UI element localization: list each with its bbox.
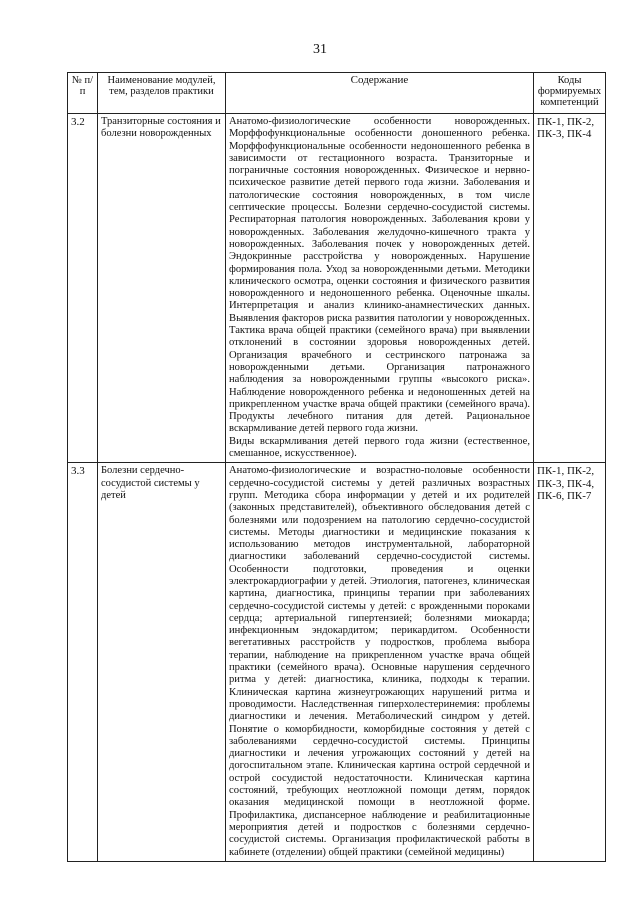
table-row: [68, 463, 606, 862]
row-competency-codes: ПК-1, ПК-2, ПК-3, ПК-4: [534, 114, 606, 463]
header-content: Содержание: [226, 73, 534, 114]
row-content: [226, 114, 534, 463]
table-row: [68, 114, 606, 463]
row-topic-name: Болезни сердечно-сосудистой системы у детей: [98, 463, 226, 862]
header-num: № п/п: [68, 73, 98, 114]
content-paragraph: Анатомо-физиологические особенности новорожденных. Морффофункциональные особенности доношенного ребенка. Морффофункциональные особенности недоношенного ребенка в зависимости от гестационного возраста. Транзиторные и пограничные состояния новорожденных. Физическое и нервно-психическое развитие детей первого года жизни. Заболевания и патологические состояния новорожденных, в том числе септические процессы. Болезни сердечно-сосудистой системы. Респираторная патология новорожденных. Заболевания крови у новорожденных. Заболевания желудочно-кишечного тракта у новорожденных. Заболевания почек у новорожденных детей. Эндокринные расстройства у новорожденных. Нарушение формирования пола. Уход за новорожденными детьми. Методики клинического осмотра, оценки состояния и физического развития новорожденного и недоношенного ребенка. Оценочные шкалы. Интерпретация и анализ клинико-анамнестических данных. Выявления факторов риска развития патологии у новорожденных. Тактика врача общей практики (семейного врача) при выявлении отклонений в состоянии здоровья новорожденных детей. Организация врачебного и сестринского патронажа за новорожденными детьми. Организация патронажного наблюдения за новорожденными группы «высокого риска». Наблюдение новорожденного ребенка и недоношенных детей на прикрепленном участке врача общей практики (семейного врача). Продукты лечебного питания для детей. Рациональное вскармливание детей первого года жизни.: [229, 116, 530, 435]
page-number: 31: [313, 42, 327, 57]
content-paragraph: Виды вскармливания детей первого года жизни (естественное, смешанное, искусственное).: [229, 435, 530, 460]
row-competency-codes: ПК-1, ПК-2, ПК-3, ПК-4, ПК-6, ПК-7: [534, 463, 606, 862]
row-number: 3.3: [68, 463, 98, 862]
curriculum-table: [67, 72, 606, 862]
row-topic-name: Транзиторные состояния и болезни новорожденных: [98, 114, 226, 463]
row-number: 3.2: [68, 114, 98, 463]
row-content: [226, 463, 534, 862]
table-header-row: [68, 73, 606, 114]
header-codes: Коды формируемых компетенций: [534, 73, 606, 114]
content-paragraph: Анатомо-физиологические и возрастно-половые особенности сердечно-сосудистой системы у детей различных возрастных групп. Методика сбора информации у детей и их родителей (законных представителей), объективного обследования детей с болезнями или подозрением на патологию сердечно-сосудистой системы. Методы диагностики и медицинские показания к использованию методов инструментальной, лабораторной диагностики заболеваний сердечно-сосудистой системы. Особенности подготовки, проведения и оценки электрокардиографии у детей. Этиология, патогенез, клиническая картина, диагностика, принципы терапии при заболеваниях сердечно-сосудистой системы у детей: с врожденными пороками сердца; артериальной гипертензией; болезнями миокарда; инфекционным эндокардитом; перикардитом. Особенности вегетативных расстройств у подростков, проблема выбора терапии, наблюдение на прикрепленном участке врача общей практики (семейного врача). Основные нарушения сердечного ритма у детей: диагностика, клиника, подходы к терапии. Клиническая картина жизнеугрожающих нарушений ритма и проводимости. Наследственная гиперхолестеринемия: проблемы диагностики и лечения. Метаболический синдром у детей. Понятие о коморбидности, коморбидные состояния у детей с заболеваниями сердечно-сосудистой системы. Принципы диагностики и лечения угрожающих состояний у детей на догоспитальном этапе. Клиническая картина острой сердечной и острой сосудистой недостаточности. Клиническая картина состояний, требующих неотложной помощи детям, порядок оказания медицинской помощи в неотложной форме. Профилактика, диспансерное наблюдение и реабилитационные мероприятия детей и подростков с болезнями сердечно-сосудистой системы. Организация профилактической работы в кабинете (отделении) общей практики (семейной медицины): [229, 465, 530, 858]
header-name: Наименование модулей, тем, разделов практики: [98, 73, 226, 114]
